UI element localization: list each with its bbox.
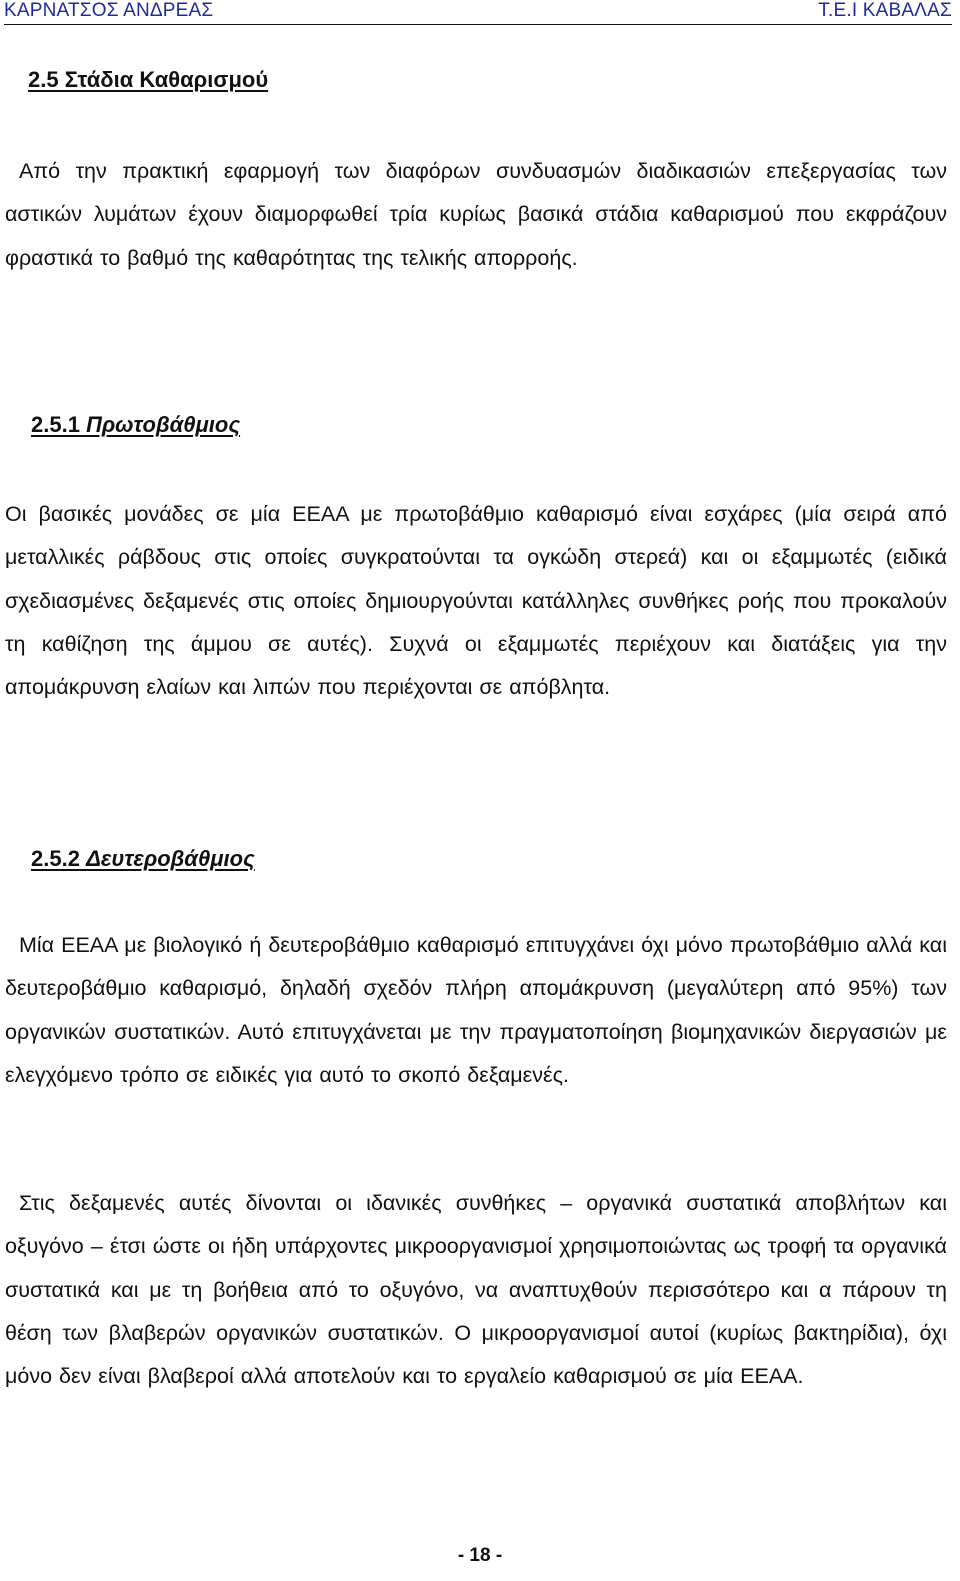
page-number: - 18 - — [457, 1545, 503, 1566]
header-institution: Τ.Ε.Ι ΚΑΒΑΛΑΣ — [818, 0, 952, 21]
subsection-2-paragraph-1: Μία ΕΕΑΑ με βιολογικό ή δευτεροβάθμιο καθαρισμό επιτυγχάνει όχι μόνο πρωτοβάθμιο αλλά και δευτεροβάθμιο καθαρισμό, δηλαδή σχεδόν πλήρη απομάκρυνση (μεγαλύτερη από 95%) των οργανικών συστατικών. Αυτό επιτυγχάνεται με την πραγματοποίηση βιομηχανικών διεργασιών με ελεγχόμενο τρόπο σε ειδικές για αυτό το σκοπό δεξαμενές. — [5, 933, 947, 1087]
section-heading: 2.5 Στάδια Καθαρισμού — [28, 67, 269, 92]
subsection-1-number: 2.5.1 — [31, 412, 80, 437]
subsection-2-number: 2.5.2 — [31, 846, 80, 871]
header-author: ΚΑΡΝΑΤΣΟΣ ΑΝΔΡΕΑΣ — [4, 0, 214, 21]
subsection-2-title: Δευτεροβάθμιος — [86, 846, 255, 871]
subsection-1-paragraph: Οι βασικές μονάδες σε μία ΕΕΑΑ με πρωτοβάθμιο καθαρισμό είναι εσχάρες (μία σειρά από μεταλλικές ράβδους στις οποίες συγκρατούνται τα ογκώδη στερεά) και οι εξαμμωτές (ειδικά σχεδιασμένες δεξαμενές στις οποίες δημιουργούνται κατάλληλες συνθήκες ροής που προκαλούν τη καθίζηση της άμμου σε αυτές). Συχνά οι εξαμμωτές περιέχουν και διατάξεις για την απομάκρυνση ελαίων και λιπών που περιέχονται σε απόβλητα. — [5, 502, 947, 700]
subsection-1-heading — [31, 412, 240, 438]
page-header — [4, 0, 952, 25]
intro-paragraph: Από την πρακτική εφαρμογή των διαφόρων συνδυασμών διαδικασιών επεξεργασίας των αστικών λυμάτων έχουν διαμορφωθεί τρία κυρίως βασικά στάδια καθαρισμού που εκφράζουν φραστικά το βαθμό της καθαρότητας της τελικής απορροής. — [5, 159, 947, 270]
subsection-1-title: Πρωτοβάθμιος — [86, 412, 241, 437]
subsection-2-paragraph-2: Στις δεξαμενές αυτές δίνονται οι ιδανικές συνθήκες – οργανικά συστατικά αποβλήτων και οξυγόνο – έτσι ώστε οι ήδη υπάρχοντες μικροοργανισμοί χρησιμοποιώντας ως τροφή τα οργανικά συστατικά και με τη βοήθεια από το οξυγόνο, να αναπτυχθούν περισσότερο και α πάρουν τη θέση των βλαβερών οργανικών συστατικών. Ο μικροοργανισμοί αυτοί (κυρίως βακτηρίδια), όχι μόνο δεν είναι βλαβεροί αλλά αποτελούν και το εργαλείο καθαρισμού σε μία ΕΕΑΑ. — [5, 1191, 947, 1389]
subsection-2-heading — [31, 846, 255, 872]
